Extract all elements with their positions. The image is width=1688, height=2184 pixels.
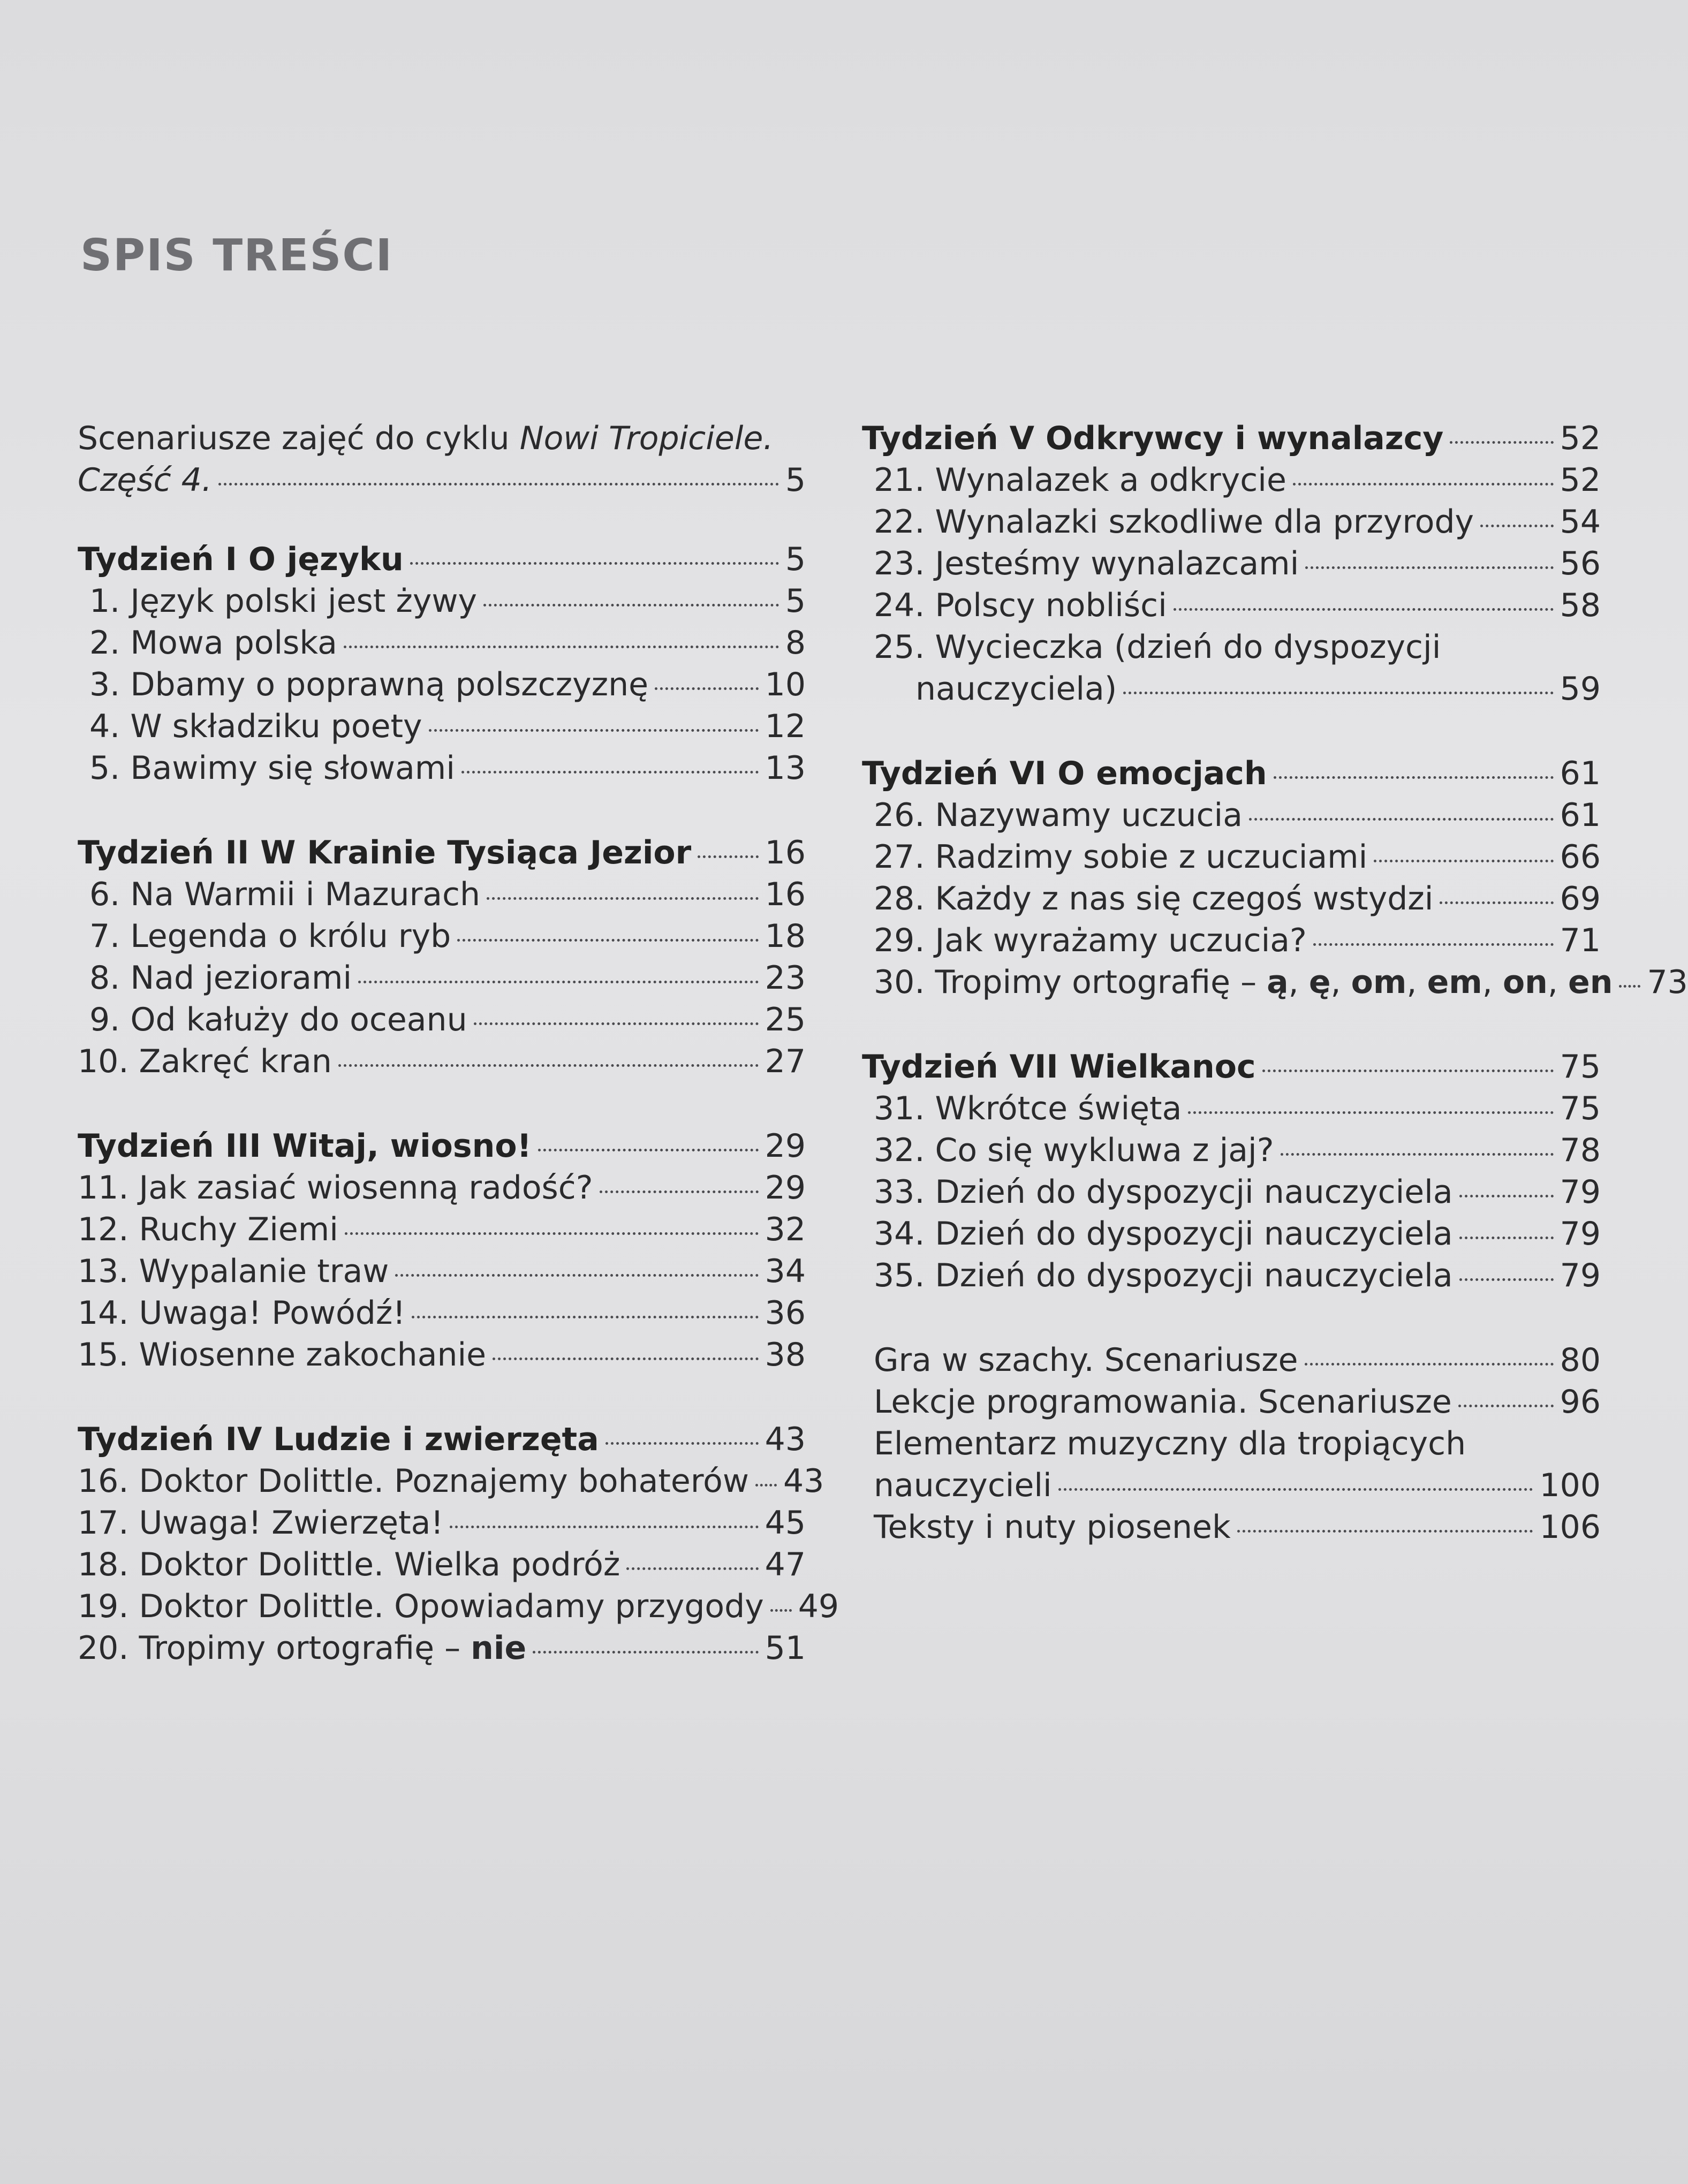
entry-title-bold: nie xyxy=(471,1629,527,1667)
leader-dots xyxy=(1281,1153,1554,1156)
toc-section-week3 xyxy=(78,1125,806,1376)
toc-section-extras xyxy=(862,1339,1601,1548)
page-number: 25 xyxy=(764,1001,806,1038)
entry-title: 23. Jesteśmy wynalazcami xyxy=(874,545,1299,582)
toc-section-week2 xyxy=(78,832,806,1082)
toc-entry xyxy=(862,1381,1601,1423)
toc-section-week4 xyxy=(78,1419,839,1669)
toc-entry xyxy=(862,836,1601,878)
toc-section-week1 xyxy=(78,539,806,789)
leader-dots xyxy=(1480,525,1554,527)
entry-title: 13. Wypalanie traw xyxy=(78,1253,389,1290)
page-number: 56 xyxy=(1560,545,1601,582)
entry-title: 21. Wynalazek a odkrycie xyxy=(874,461,1286,499)
entry-title: 34. Dzień do dyspozycji nauczyciela xyxy=(874,1215,1453,1253)
toc-entry xyxy=(78,1041,806,1082)
toc-entry xyxy=(862,585,1601,626)
leader-dots xyxy=(487,897,759,900)
toc-entry xyxy=(78,1502,806,1544)
leader-dots xyxy=(410,562,779,565)
page-number: 79 xyxy=(1560,1257,1601,1294)
leader-dots xyxy=(412,1316,758,1318)
page-number: 52 xyxy=(1560,420,1601,457)
entry-title-line1: 25. Wycieczka (dzień do dyspozycji xyxy=(874,628,1441,666)
page-number: 106 xyxy=(1539,1508,1601,1546)
leader-dots xyxy=(1440,901,1553,904)
leader-dots xyxy=(483,604,779,606)
page-number: 59 xyxy=(1560,670,1601,708)
leader-dots xyxy=(1374,860,1553,862)
toc-entry xyxy=(862,794,1601,836)
entry-title-line1: Elementarz muzyczny dla tropiących xyxy=(874,1425,1466,1462)
toc-entry xyxy=(78,915,806,957)
toc-entry xyxy=(78,580,806,622)
page-number: 75 xyxy=(1560,1048,1601,1086)
entry-title: 8. Nad jeziorami xyxy=(89,959,352,997)
toc-entry xyxy=(78,1334,806,1376)
separator: , xyxy=(1330,964,1351,1001)
entry-title: 14. Uwaga! Powódź! xyxy=(78,1294,406,1332)
toc-intro-entry xyxy=(78,418,806,501)
intro-series-title: Nowi Tropiciele. xyxy=(519,420,774,457)
leader-dots xyxy=(358,981,759,983)
leader-dots xyxy=(457,939,758,942)
toc-entry xyxy=(862,543,1601,585)
leader-dots xyxy=(345,1232,759,1235)
toc-entry xyxy=(78,706,806,747)
entry-title: 10. Zakręć kran xyxy=(78,1043,332,1080)
entry-title: 17. Uwaga! Zwierzęta! xyxy=(78,1504,444,1542)
entry-title: 12. Ruchy Ziemi xyxy=(78,1211,338,1248)
entry-title: 5. Bawimy się słowami xyxy=(89,749,455,787)
toc-section-week6 xyxy=(862,753,1688,1003)
page-number: 5 xyxy=(785,541,806,578)
page-number: 32 xyxy=(764,1211,806,1248)
section-title: Tydzień II W Krainie Tysiąca Jezior xyxy=(78,834,692,871)
page-number: 71 xyxy=(1560,922,1601,959)
page-number: 16 xyxy=(764,876,806,913)
entry-title: 7. Legenda o królu ryb xyxy=(89,917,451,955)
entry-title-line2: nauczyciela) xyxy=(915,670,1117,708)
toc-entry xyxy=(78,1209,806,1250)
entry-title: 4. W składziku poety xyxy=(89,708,422,745)
section-heading xyxy=(78,1125,806,1167)
leader-dots xyxy=(1313,943,1554,946)
leader-dots xyxy=(450,1526,758,1528)
section-heading xyxy=(862,418,1601,459)
toc-entry xyxy=(862,501,1601,543)
toc-entry xyxy=(78,622,806,664)
section-title: Tydzień V Odkrywcy i wynalazcy xyxy=(862,420,1444,457)
page-number: 73 xyxy=(1647,964,1688,1001)
page-number: 61 xyxy=(1560,755,1601,792)
leader-dots xyxy=(770,1609,792,1612)
toc-right-column xyxy=(862,418,1688,1591)
page-title: SPIS TREŚCI xyxy=(80,230,393,281)
entry-title: 22. Wynalazki szkodliwe dla przyrody xyxy=(874,503,1474,541)
ortho-part: ą xyxy=(1267,964,1289,1001)
page-number: 47 xyxy=(764,1546,806,1583)
page-number: 52 xyxy=(1560,461,1601,499)
leader-dots xyxy=(1293,483,1554,486)
page-number: 78 xyxy=(1560,1132,1601,1169)
page-number: 23 xyxy=(764,959,806,997)
page-number: 8 xyxy=(785,624,806,662)
section-title: Tydzień IV Ludzie i zwierzęta xyxy=(78,1421,599,1458)
toc-entry xyxy=(78,747,806,789)
page-number: 51 xyxy=(764,1629,806,1667)
section-heading xyxy=(862,753,1601,794)
page-number: 38 xyxy=(764,1336,806,1374)
page-number: 58 xyxy=(1560,587,1601,624)
page-number: 61 xyxy=(1560,797,1601,834)
leader-dots xyxy=(1237,1530,1533,1533)
page-number: 43 xyxy=(783,1462,824,1500)
page-number: 36 xyxy=(764,1294,806,1332)
section-title: Tydzień III Witaj, wiosno! xyxy=(78,1127,532,1165)
entry-title: 35. Dzień do dyspozycji nauczyciela xyxy=(874,1257,1453,1294)
entry-title: 1. Język polski jest żywy xyxy=(89,582,477,620)
ortho-part: on xyxy=(1502,964,1548,1001)
leader-dots xyxy=(338,1064,759,1067)
toc-entry xyxy=(862,1255,1601,1296)
ortho-part: em xyxy=(1427,964,1482,1001)
section-title: Tydzień VII Wielkanoc xyxy=(862,1048,1256,1086)
entry-title: 26. Nazywamy uczucia xyxy=(874,797,1243,834)
entry-title: 32. Co się wykluwa z jaj? xyxy=(874,1132,1274,1169)
leader-dots xyxy=(474,1022,759,1025)
page-number: 43 xyxy=(764,1421,806,1458)
page-number: 66 xyxy=(1560,838,1601,876)
page-number: 45 xyxy=(764,1504,806,1542)
entry-title: 2. Mowa polska xyxy=(89,624,337,662)
leader-dots xyxy=(600,1190,759,1193)
section-heading xyxy=(862,1046,1601,1088)
toc-section-week7 xyxy=(862,1046,1601,1296)
entry-title: Lekcje programowania. Scenariusze xyxy=(874,1383,1452,1421)
leader-dots xyxy=(1305,566,1553,569)
leader-dots xyxy=(698,855,758,858)
entry-title: 15. Wiosenne zakochanie xyxy=(78,1336,487,1374)
page-number: 5 xyxy=(785,461,806,499)
entry-title: 28. Każdy z nas się czegoś wstydzi xyxy=(874,880,1434,917)
entry-title: 11. Jak zasiać wiosenną radość? xyxy=(78,1169,593,1207)
leader-dots xyxy=(1249,818,1554,821)
page-number: 49 xyxy=(798,1588,839,1625)
page-number: 79 xyxy=(1560,1173,1601,1211)
toc-entry xyxy=(78,1250,806,1292)
page-number: 10 xyxy=(764,666,806,703)
page-number: 29 xyxy=(764,1169,806,1207)
leader-dots xyxy=(605,1442,759,1445)
section-heading xyxy=(78,1419,806,1460)
entry-title: 19. Doktor Dolittle. Opowiadamy przygody xyxy=(78,1588,764,1625)
toc-entry xyxy=(78,664,806,706)
leader-dots xyxy=(1305,1363,1554,1366)
entry-title-text: 30. Tropimy ortografię – xyxy=(874,964,1267,1001)
toc-entry xyxy=(78,1544,806,1586)
toc-entry xyxy=(78,1586,839,1627)
leader-dots xyxy=(1619,985,1640,988)
page-number: 80 xyxy=(1560,1341,1601,1379)
leader-dots xyxy=(1262,1070,1554,1072)
leader-dots xyxy=(1174,608,1554,611)
page-number: 69 xyxy=(1560,880,1601,917)
toc-entry xyxy=(862,1171,1601,1213)
leader-dots xyxy=(1450,441,1553,444)
leader-dots xyxy=(1188,1111,1553,1114)
page-number: 34 xyxy=(764,1253,806,1290)
entry-title: 27. Radzimy sobie z uczuciami xyxy=(874,838,1368,876)
page-number: 79 xyxy=(1560,1215,1601,1253)
toc-entry xyxy=(78,1292,806,1334)
toc-entry xyxy=(862,961,1688,1003)
toc-entry xyxy=(862,668,1601,710)
toc-entry xyxy=(862,459,1601,501)
entry-title: 31. Wkrótce święta xyxy=(874,1090,1182,1127)
entry-title: 16. Doktor Dolittle. Poznajemy bohaterów xyxy=(78,1462,749,1500)
entry-title: 6. Na Warmii i Mazurach xyxy=(89,876,481,913)
entry-title: 33. Dzień do dyspozycji nauczyciela xyxy=(874,1173,1453,1211)
page-number: 12 xyxy=(764,708,806,745)
ortho-part: en xyxy=(1568,964,1613,1001)
section-heading xyxy=(78,539,806,580)
page-number: 54 xyxy=(1560,503,1601,541)
section-heading xyxy=(78,832,806,874)
page-number: 18 xyxy=(764,917,806,955)
entry-title: Teksty i nuty piosenek xyxy=(874,1508,1231,1546)
toc-entry xyxy=(78,957,806,999)
section-title: Tydzień I O języku xyxy=(78,541,404,578)
page-number: 29 xyxy=(764,1127,806,1165)
entry-title-line2: nauczycieli xyxy=(874,1467,1052,1504)
leader-dots xyxy=(755,1484,777,1487)
entry-title: Gra w szachy. Scenariusze xyxy=(874,1341,1298,1379)
leader-dots xyxy=(395,1274,758,1277)
page-number: 100 xyxy=(1539,1467,1601,1504)
entry-title xyxy=(874,961,1613,1003)
toc-entry xyxy=(862,1339,1601,1381)
ortho-part: ę xyxy=(1308,964,1331,1001)
page-number: 16 xyxy=(764,834,806,871)
toc-entry xyxy=(862,920,1601,961)
toc-entry xyxy=(862,1465,1601,1506)
leader-dots xyxy=(1459,1195,1554,1197)
entry-title: 3. Dbamy o poprawną polszczyznę xyxy=(89,666,649,703)
toc-entry xyxy=(78,999,806,1041)
separator: , xyxy=(1482,964,1503,1001)
toc-entry xyxy=(78,1627,806,1669)
page-number: 96 xyxy=(1560,1383,1601,1421)
toc-entry xyxy=(862,1506,1601,1548)
separator: , xyxy=(1406,964,1427,1001)
section-title: Tydzień VI O emocjach xyxy=(862,755,1267,792)
page-number: 5 xyxy=(785,582,806,620)
toc-entry xyxy=(78,1167,806,1209)
leader-dots xyxy=(429,729,759,732)
ortho-part: om xyxy=(1351,964,1407,1001)
page-number: 27 xyxy=(764,1043,806,1080)
entry-title: 29. Jak wyrażamy uczucia? xyxy=(874,922,1307,959)
leader-dots xyxy=(1123,692,1553,694)
leader-dots xyxy=(218,483,779,486)
leader-dots xyxy=(1458,1405,1554,1407)
toc-entry xyxy=(862,1129,1601,1171)
leader-dots xyxy=(626,1567,758,1570)
page-number: 75 xyxy=(1560,1090,1601,1127)
entry-title xyxy=(78,1627,526,1669)
toc-section-week5 xyxy=(862,418,1601,710)
toc-entry xyxy=(78,874,806,915)
separator: , xyxy=(1547,964,1569,1001)
leader-dots xyxy=(1274,776,1554,779)
toc-entry xyxy=(78,1460,824,1502)
toc-entry xyxy=(862,1213,1601,1255)
intro-part: Część 4. xyxy=(78,461,212,499)
leader-dots xyxy=(538,1149,759,1151)
entry-title: 18. Doktor Dolittle. Wielka podróż xyxy=(78,1546,620,1583)
toc-entry xyxy=(862,878,1601,920)
toc-left-column xyxy=(78,418,839,1712)
leader-dots xyxy=(1459,1237,1554,1239)
leader-dots xyxy=(344,646,779,648)
leader-dots xyxy=(655,687,759,690)
separator: , xyxy=(1288,964,1309,1001)
entry-title: 24. Polscy nobliści xyxy=(874,587,1167,624)
leader-dots xyxy=(533,1651,759,1654)
leader-dots xyxy=(493,1358,759,1360)
leader-dots xyxy=(1459,1278,1554,1281)
leader-dots xyxy=(461,771,759,774)
page-number: 13 xyxy=(764,749,806,787)
leader-dots xyxy=(1058,1488,1533,1491)
toc-entry xyxy=(862,1088,1601,1129)
intro-text: Scenariusze zajęć do cyklu xyxy=(78,420,520,457)
entry-title: 9. Od kałuży do oceanu xyxy=(89,1001,467,1038)
entry-title-text: 20. Tropimy ortografię – xyxy=(78,1629,471,1667)
